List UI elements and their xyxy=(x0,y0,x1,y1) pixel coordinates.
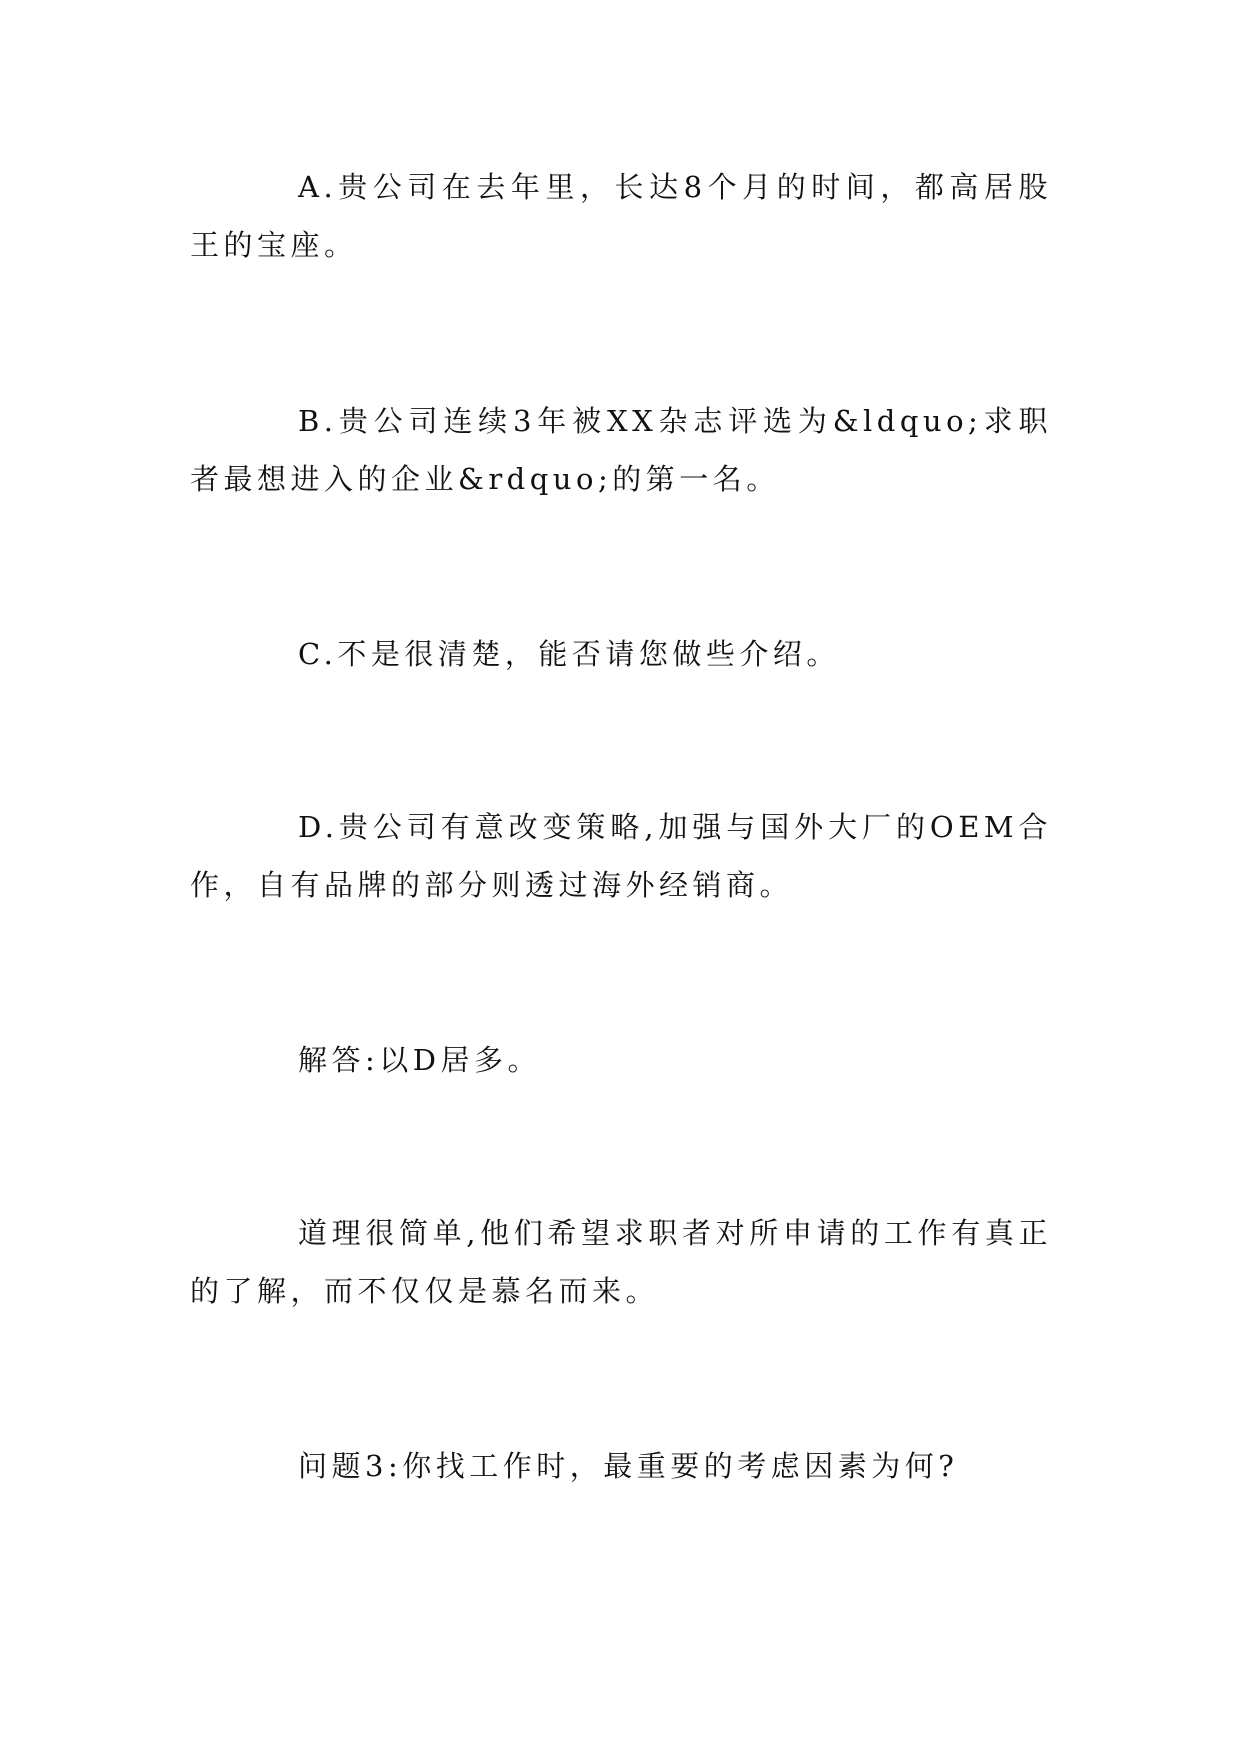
question-3-paragraph: 问题3:你找工作时，最重要的考虑因素为何? xyxy=(298,1449,959,1483)
option-d-paragraph: D.贵公司有意改变策略,加强与国外大厂的OEM合作，自有品牌的部分则透过海外经销商。 xyxy=(190,810,1052,902)
explanation-paragraph: 道理很简单,他们希望求职者对所申请的工作有真正的了解，而不仅仅是慕名而来。 xyxy=(190,1216,1052,1308)
answer-paragraph: 解答:以D居多。 xyxy=(298,1043,542,1077)
option-c-paragraph: C.不是很清楚，能否请您做些介绍。 xyxy=(298,637,840,671)
option-a-paragraph: A.贵公司在去年里，长达8个月的时间，都高居股王的宝座。 xyxy=(190,170,1052,262)
option-b-paragraph: B.贵公司连续3年被XX杂志评选为&ldquo;求职者最想进入的企业&rdquo;的第一名。 xyxy=(190,404,1052,496)
